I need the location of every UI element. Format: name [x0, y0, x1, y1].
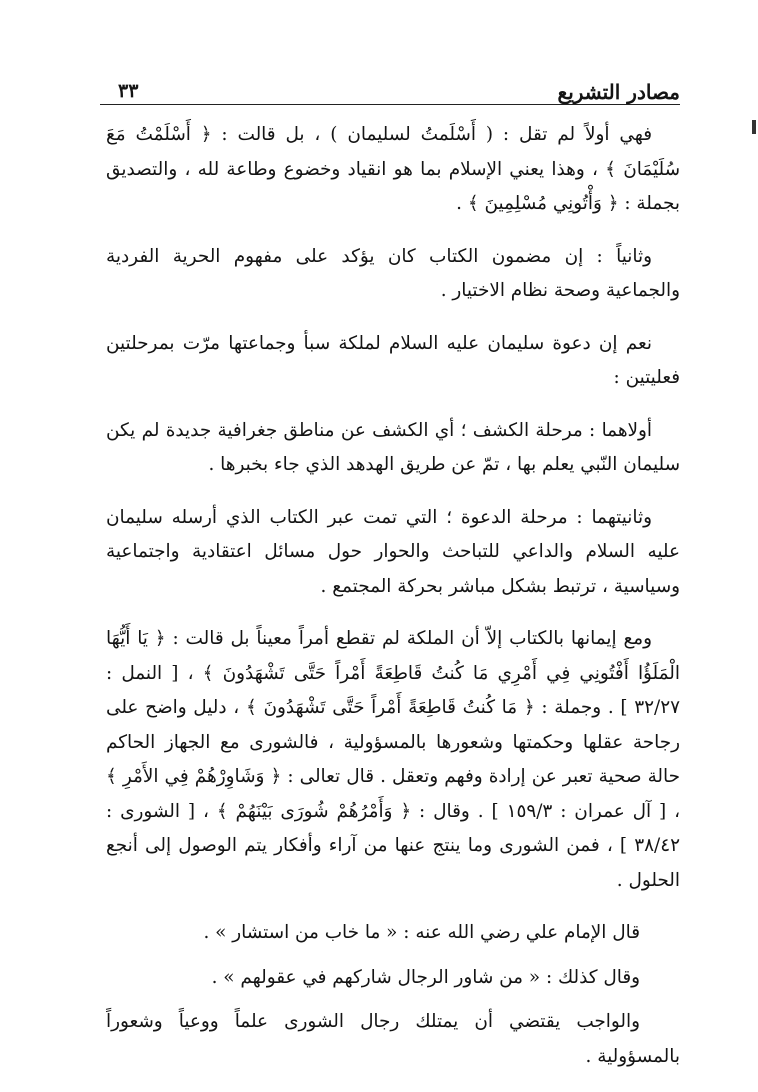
paragraph-8: وقال كذلك : « من شاور الرجال شاركهم في عقولهم » . — [211, 966, 640, 988]
page-edge-mark — [752, 120, 756, 134]
paragraph-4: أولاهما : مرحلة الكشف ؛ أي الكشف عن مناطق جغرافية جديدة لم يكن سليمان النّبي يعلم بها ، تمّ عن طريق الهدهد الذي جاء بخبرها . — [106, 419, 680, 475]
paragraph-1: فهي أولاً لم تقل : ( أَسْلَمتُ لسليمان ) ، بل قالت : ﴿ أَسْلَمْتُ مَعَ سُلَيْمَانَ ﴾ ، وهذا يعني الإسلام بما هو انقياد وخضوع وطاعة لله ، والتصديق بجملة : ﴿ وَأْتُونِي مُسْلِمِينَ ﴾ . — [106, 124, 680, 214]
running-title: مصادر التشريع — [557, 80, 680, 104]
paragraph-2: وثانياً : إن مضمون الكتاب كان يؤكد على مفهوم الحرية الفردية والجماعية وصحة نظام الاختيار . — [106, 245, 680, 301]
header-divider — [100, 104, 680, 105]
page-number: ٣٣ — [118, 80, 139, 102]
paragraph-9: والواجب يقتضي أن يمتلك رجال الشورى علماً ووعياً وشعوراً بالمسؤولية . — [106, 1011, 680, 1067]
paragraph-6: ومع إيمانها بالكتاب إلاّ أن الملكة لم تقطع أمراً معيناً بل قالت : ﴿ يَا أَيُّهَا الْمَلَؤُا أَفْتُونِي فِي أَمْرِي مَا كُنتُ قَاطِعَةً أَمْراً حَتَّى تَشْهَدُونَ ﴾ ، [ النمل : ٣٢/٢٧ ] . وجملة : ﴿ مَا كُنتُ قَاطِعَةً أَمْراً حَتَّى تَشْهَدُونَ ﴾ ، دليل واضح على رجاحة عقلها وحكمتها وشعورها بالمسؤولية ، فالشورى مع الجهاز الحاكم حالة صحية تعبر عن إرادة وفهم وتعقل . قال تعالى : ﴿ وَشَاوِرْهُمْ فِي الأَمْرِ ﴾ ، [ آل عمران : ١٥٩/٣ ] . وقال : ﴿ وَأَمْرُهُمْ شُورَى بَيْنَهُمْ ﴾ ، [ الشورى : ٣٨/٤٢ ] ، فمن الشورى وما ينتج عنها من آراء وأفكار يتم الوصول إلى أنجع الحلول . — [106, 628, 681, 891]
paragraph-7: قال الإمام علي رضي الله عنه : « ما خاب من استشار » . — [203, 922, 640, 943]
paragraph-5: وثانيتهما : مرحلة الدعوة ؛ التي تمت عبر الكتاب الذي أرسله سليمان عليه السلام والداعي للتباحث والحوار حول مسائل اعتقادية واجتماعية وسياسية ، ترتبط بشكل مباشر بحركة المجتمع . — [106, 506, 680, 597]
page-body — [106, 118, 680, 1074]
paragraph-3: نعم إن دعوة سليمان عليه السلام لملكة سبأ وجماعتها مرّت بمرحلتين فعليتين : — [106, 332, 680, 388]
page-header — [100, 78, 680, 110]
